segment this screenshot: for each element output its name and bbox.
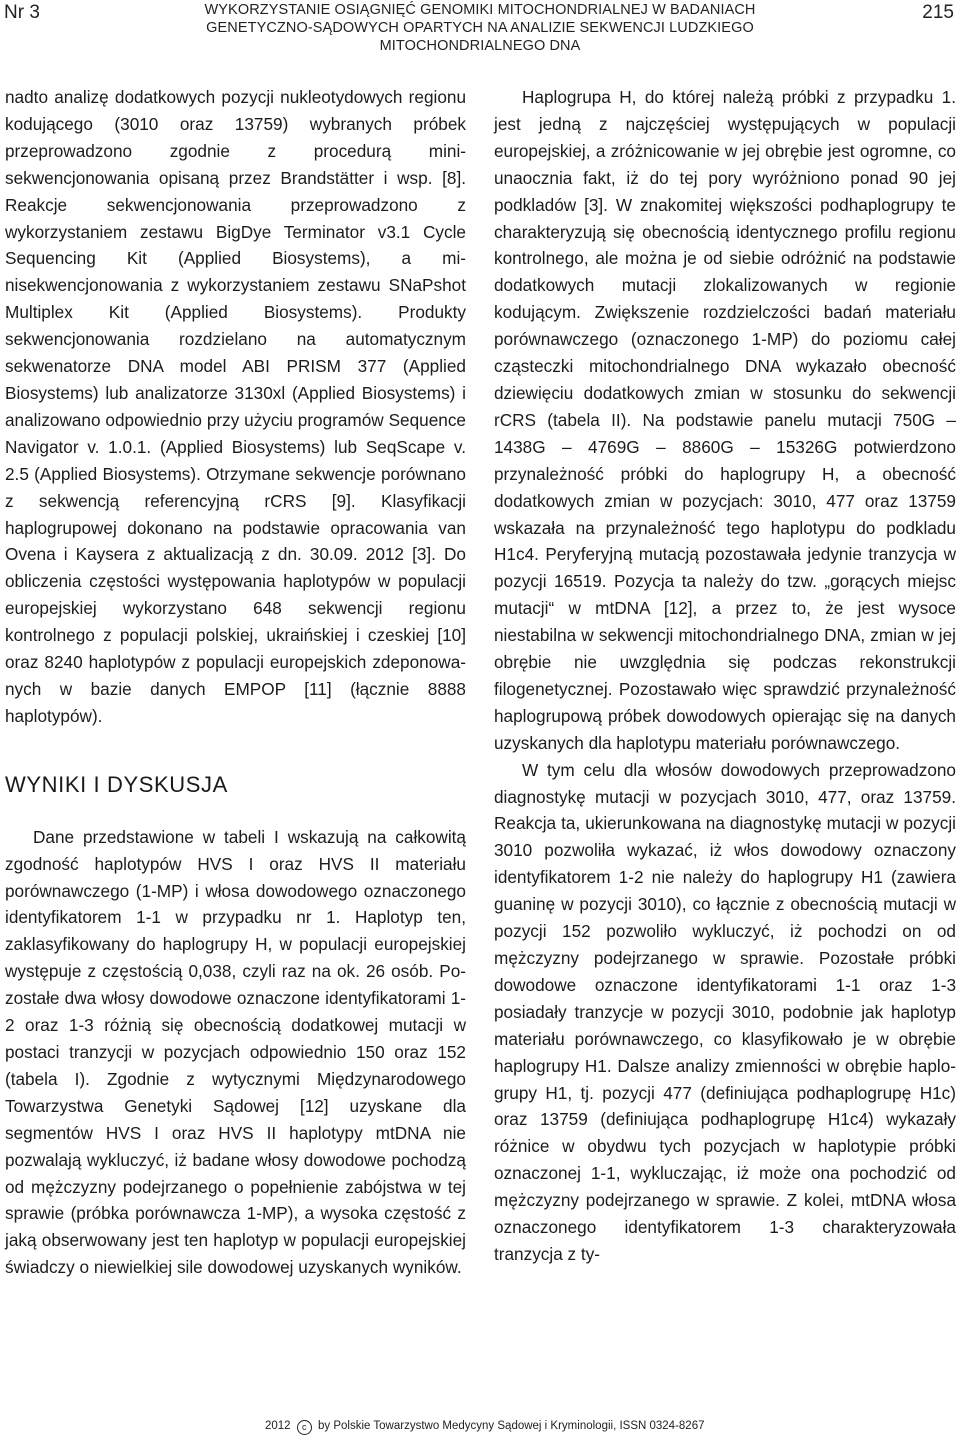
copyright-year: 2012: [265, 1420, 291, 1432]
running-title-line: WYKORZYSTANIE OSIĄGNIĘĆ GENOMIKI MITOCHONDRIALNEJ W BADANIACH: [204, 2, 756, 18]
copyright-holder: by Polskie Towarzystwo Medycyny Sądowej i Kryminologii, ISSN 0324-8267: [318, 1420, 705, 1432]
running-title-line: MITOCHONDRIALNEGO DNA: [379, 38, 581, 54]
diagnostics-paragraph: W tym celu dla włosów dowodowych przeprowadzono diagnostykę mutacji w pozycjach 3010, 477, oraz 13759. Reakcja ta, ukierunkowana na diagnostykę mutacji w pozycji 3010 pozwoliła wykazać, iż włos dowodowy oznaczony identyfikatorem 1-2 nie należy do haplogrupy H1 (zawiera guaninę w pozycji 3010), co łącznie z obecnością mutacji w pozycji 152 pozwoliło wykluczyć, iż pochodzi on od mężczyzny podejrzanego w sprawie. Pozostałe próbki dowodowe oznaczone identyfikatorami 1-1 oraz 1-3 posiadały tranzycje w pozycji 3010, podobnie jak haplotyp materiału porównawczego, co klasyfikowało je w obrębie haplogrupy H1. Dalsze analizy zmienności w obrębie haplogrupy H1, tj. pozycji 477 (definiująca podhaplogrupę H1c) oraz 13759 (definiująca podhaplogrupę H1c4) wykazały różnice w obydwu tych pozycjach w haplotypie próbki oznaczonej 1-1, wykluczając, iż może ona pochodzić od mężczyzny podejrzanego w sprawie. Z kolei, mtDNA włosa oznaczonego identyfikatorem 1-3 charakteryzowała tranzycja z ty-: [494, 759, 956, 1264]
issue-number: Nr 3: [4, 2, 40, 23]
page-number: 215: [922, 2, 954, 23]
right-column: [494, 84, 956, 1268]
section-heading: WYNIKI I DYSKUSJA: [5, 771, 228, 797]
left-column: [5, 84, 466, 1281]
running-title-line: GENETYCZNO-SĄDOWYCH OPARTYCH NA ANALIZIE SEKWENCJI LUDZKIEGO: [206, 20, 754, 36]
results-paragraph: Dane przedstawione w tabeli I wskazują na całkowitą zgodność haplotypów HVS I oraz HVS II materiału porównawczego (1-MP) i włosa dowodowego oznaczonego identyfikatorem 1-1 w przypadku nr 1. Haplotyp ten, zaklasyfikowany do haplogrupy H, w populacji europejskiej występuje z częstością 0,038, czyli raz na ok. 26 osób. Pozostałe dwa włosy dowodowe oznaczone identyfikatorami 1-2 oraz 1-3 różnią się obecnością dodatkowej mutacji w postaci tranzycji w pozycjach odpowiednio 150 oraz 152 (tabela I). Zgodnie z wytycznymi Międzynarodowego Towarzystwa Genetyki Sądowej [12] uzyskane dla segmentów HVS I oraz HVS II haplotypy mtDNA nie pozwalają wykluczyć, iż badane włosy dowodowe pochodzą od mężczyzny podejrzanego o popełnienie zabójstwa w tej sprawie (próbka porównawcza 1-MP), a wysoka częstość z jaką obserwowany jest ten haplotyp w populacji europejskiej świadczy o niewielkiej sile dowodowej uzyskanych wyników.: [5, 826, 466, 1278]
page-header: [0, 0, 960, 60]
methods-paragraph: nadto analizę dodatkowych pozycji nukleotydowych regionu kodującego (3010 oraz 13759) wybranych próbek przeprowadzono zgodnie z procedurą minisekwencjonowania opisaną przez Brandstätter i wsp. [8]. Reakcje sekwencjonowania przeprowadzono z wykorzystaniem zestawu BigDye Terminator v3.1 Cycle Sequencing Kit (Applied Biosystems), a minisekwencjonowania z wykorzystaniem zestawu SNaPshot Multiplex Kit (Applied Biosystems). Produkty sekwencjonowania rozdzielano na automatycznym sekwenatorze DNA model ABI PRISM 377 (Applied Biosystems) lub analizatorze 3130xl (Applied Biosystems) i analizowano odpowiednio przy użyciu programów Sequence Navigator v. 1.0.1. (Applied Biosystems) lub SeqScape v. 2.5 (Applied Biosystems). Otrzymane sekwencje porównano z sekwencją referencyjną rCRS [9]. Klasyfikacji haplogrupowej dokonano na podstawie opracowania van Ovena i Kaysera z aktualizacją z dn. 30.09. 2012 [3]. Do obliczenia częstości występowania haplotypów w populacji europejskiej wykorzystano 648 sekwencji regionu kontrolnego z populacji polskiej, ukraińskiej i czeskiej [10] oraz 8240 haplotypów z populacji europejskich zdeponowanych w bazie danych EMPOP [11] (łącznie 8888 haplotypów).: [5, 87, 466, 726]
copyright-line: [265, 1420, 705, 1435]
running-title: [190, 1, 770, 55]
page-footer: [0, 1420, 960, 1438]
copyright-icon: c: [297, 1420, 312, 1435]
haplogroup-paragraph: Haplogrupa H, do której należą próbki z przypadku 1. jest jedną z najczęściej występujących w populacji europejskiej, a zróżnicowanie w jej obrębie jest ogromne, co unaocznia fakt, iż do tej pory wyróżniono ponad 90 jej podkladów [3]. W znakomitej większości podhaplogrupy te charakteryzują się obecnością identycznego profilu regionu kontrolnego, ale można je od siebie odróżnić na podstawie dodatkowych mutacji zlokalizowanych w regionie kodującym. Zwiększenie rozdzielczości badań materiału porównawczego (oznaczonego 1-MP) do poziomu całej cząsteczki mitochondrialnego DNA wykazało obecność dziewięciu dodatkowych zmian w stosunku do sekwencji rCRS (tabela II). Na podstawie panelu mutacji 750G – 1438G – 4769G – 8860G – 15326G potwierdzono przynależność próbki do haplogrupy H, a obecność dodatkowych zmian w pozycjach: 3010, 477 oraz 13759 wskazała na przynależność tego haplotypu do podkladu H1c4. Peryferyjną mutacją pozostawała jedynie tranzycja w pozycji 16519. Pozycja ta należy do tzw. „gorących miejsc mutacji“ w mtDNA [12], a przez to, że jest wysoce niestabilna w sekwencji mitochondrialnego DNA, zmian w jej obrębie nie uwzględnia się podczas rekonstrukcji filogenetycznej. Pozostawało więc sprawdzić przynależność haplogrupową próbek dowodowych opierając się na danych uzyskanych dla haplotypu materiału porównawczego.: [494, 87, 956, 753]
